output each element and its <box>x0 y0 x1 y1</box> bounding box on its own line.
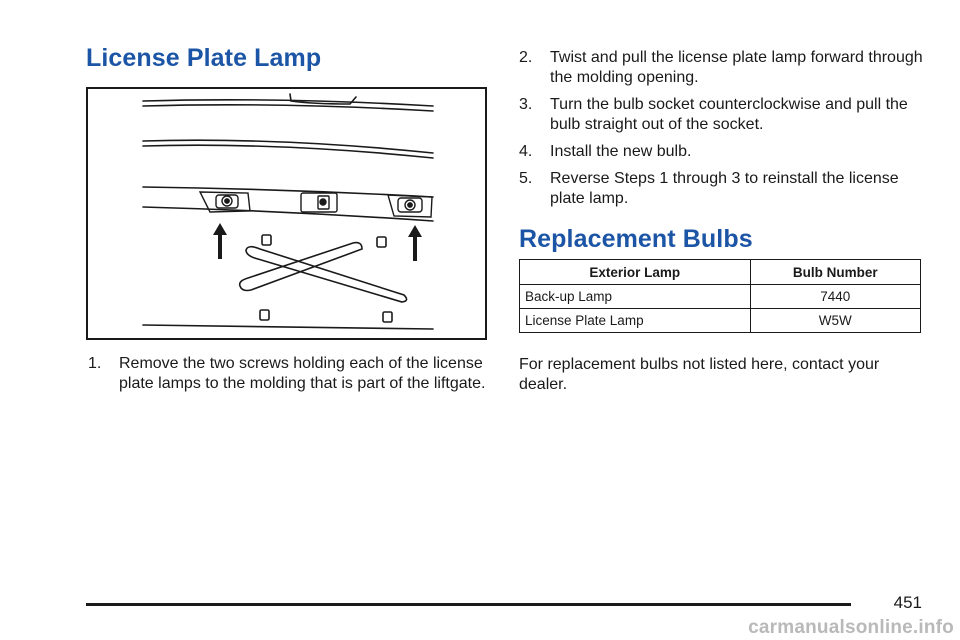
screw-square-upper-right <box>377 237 386 247</box>
table-cell-lamp: License Plate Lamp <box>520 309 751 333</box>
section-heading-replacement-bulbs: Replacement Bulbs <box>519 225 753 253</box>
step-number: 4. <box>519 143 533 160</box>
step-text: Remove the two screws holding each of the license plate lamps to the molding that is part of the liftgate. <box>119 355 486 392</box>
screw-square-upper-left <box>262 235 271 245</box>
table-cell-lamp: Back-up Lamp <box>520 285 751 309</box>
footer-rule <box>86 603 851 606</box>
step-item <box>519 142 929 162</box>
cross-bar-2 <box>240 243 362 291</box>
cross-bar-1 <box>246 247 407 302</box>
step-text: Turn the bulb socket counterclockwise and pull the bulb straight out of the socket. <box>550 96 908 133</box>
screw-square-lower-right <box>383 312 392 322</box>
table-cell-bulb: 7440 <box>750 285 920 309</box>
replacement-note: For replacement bulbs not listed here, contact your dealer. <box>519 356 880 393</box>
table-row <box>520 309 921 333</box>
step-item <box>519 48 929 88</box>
center-camera <box>301 193 337 212</box>
step-number: 5. <box>519 170 533 187</box>
step-number: 2. <box>519 49 533 66</box>
step-item <box>519 95 929 135</box>
table-header-row <box>520 260 921 285</box>
section-heading-license-plate-lamp: License Plate Lamp <box>86 44 322 72</box>
bottom-line <box>143 325 433 329</box>
replacement-bulbs-table <box>519 259 921 333</box>
step-number: 3. <box>519 96 533 113</box>
step-text: Reverse Steps 1 through 3 to reinstall the license plate lamp. <box>550 170 899 207</box>
column-header-bulb-number: Bulb Number <box>750 260 920 285</box>
top-trim-line-lower <box>143 105 433 111</box>
column-header-exterior-lamp: Exterior Lamp <box>520 260 751 285</box>
mid-trim-line-lower <box>143 145 433 158</box>
step-text: Twist and pull the license plate lamp forward through the molding opening. <box>550 49 923 86</box>
molding-bottom-edge <box>143 207 433 221</box>
steps-list-right <box>519 48 929 216</box>
license-plate-lamp-illustration <box>86 87 487 340</box>
page-number: 451 <box>893 593 922 612</box>
step-item <box>88 354 488 394</box>
left-arrow-icon <box>213 223 227 259</box>
table-row <box>520 285 921 309</box>
right-arrow-icon <box>408 225 422 261</box>
watermark-text: carmanualsonline.info <box>748 617 954 638</box>
step-item <box>519 169 929 209</box>
steps-list-left <box>88 354 488 394</box>
right-lamp <box>388 195 432 217</box>
step-number: 1. <box>88 355 102 372</box>
table-cell-bulb: W5W <box>750 309 920 333</box>
step-text: Install the new bulb. <box>550 143 692 160</box>
screw-square-lower-left <box>260 310 269 320</box>
